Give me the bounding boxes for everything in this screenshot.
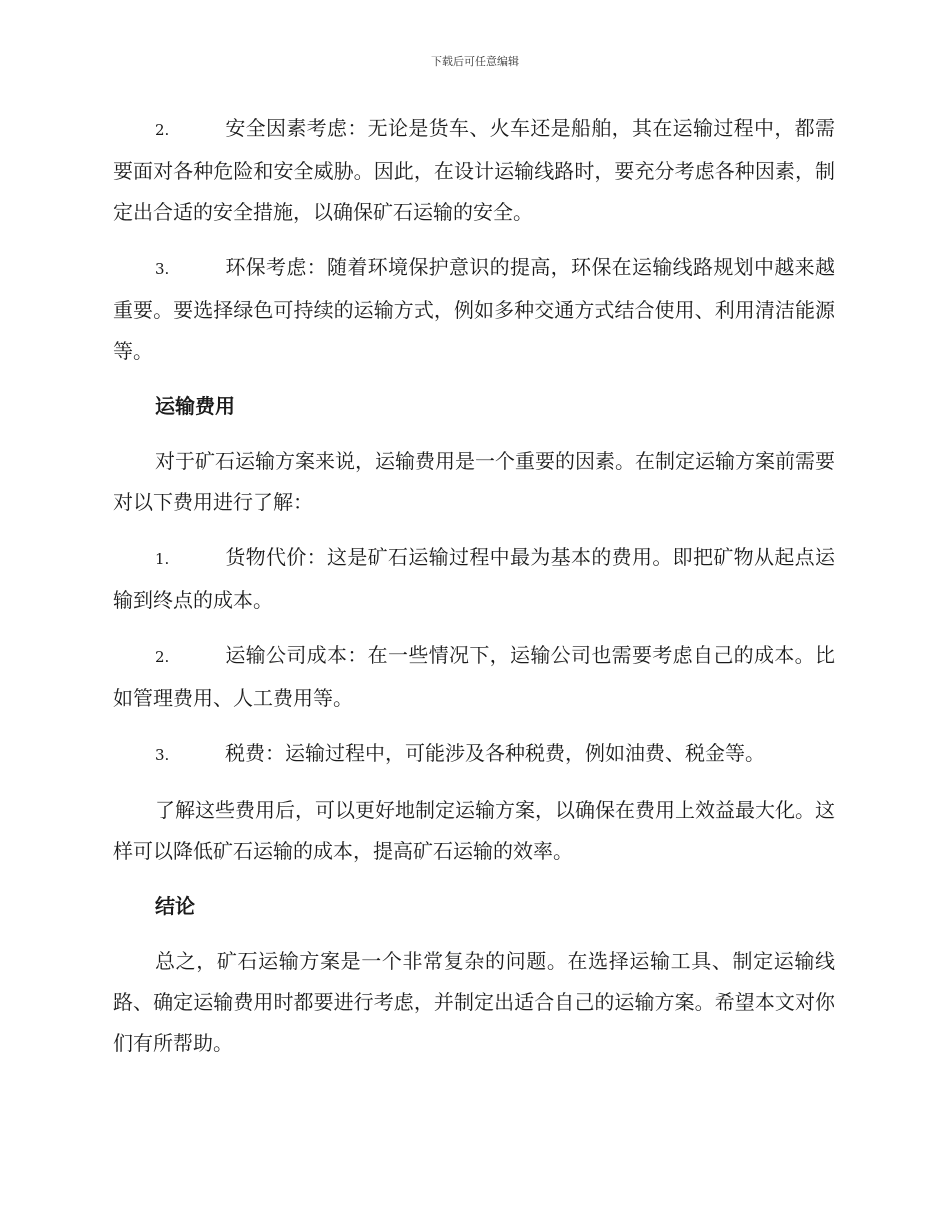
list-number: 1. [155, 550, 170, 568]
list-item-safety [113, 108, 835, 233]
header-note: 下载后可任意编辑 [431, 55, 519, 68]
list-item-cost-1 [113, 537, 835, 621]
list-number: 3. [155, 746, 170, 764]
list-item-text: 货物代价：这是矿石运输过程中最为基本的费用。即把矿物从起点运输到终点的成本。 [113, 545, 835, 612]
list-item-cost-3 [113, 733, 835, 776]
section-heading-conclusion: 结论 [155, 894, 195, 918]
list-item-text: 环保考虑：随着环境保护意识的提高，环保在运输线路规划中越来越重要。要选择绿色可持续的运输方式，例如多种交通方式结合使用、利用清洁能源等。 [113, 255, 835, 363]
list-number: 2. [155, 648, 170, 666]
cost-intro-paragraph: 对于矿石运输方案来说，运输费用是一个重要的因素。在制定运输方案前需要对以下费用进行了解： [113, 449, 835, 514]
list-number: 3. [155, 260, 170, 278]
list-item-cost-2 [113, 635, 835, 719]
list-item-text: 安全因素考虑：无论是货车、火车还是船舶，其在运输过程中，都需要面对各种危险和安全威胁。因此，在设计运输线路时，要充分考虑各种因素，制定出合适的安全措施，以确保矿石运输的安全。 [113, 116, 835, 224]
conclusion-paragraph: 总之，矿石运输方案是一个非常复杂的问题。在选择运输工具、制定运输线路、确定运输费用时都要进行考虑，并制定出适合自己的运输方案。希望本文对你们有所帮助。 [113, 949, 835, 1055]
document-body [113, 108, 835, 1078]
cost-summary-paragraph: 了解这些费用后，可以更好地制定运输方案，以确保在费用上效益最大化。这样可以降低矿石运输的成本，提高矿石运输的效率。 [113, 798, 835, 863]
list-item-environment [113, 247, 835, 372]
list-item-text: 税费：运输过程中，可能涉及各种税费，例如油费、税金等。 [225, 741, 765, 765]
section-heading-cost: 运输费用 [155, 394, 235, 418]
list-item-text: 运输公司成本：在一些情况下，运输公司也需要考虑自己的成本。比如管理费用、人工费用等。 [113, 643, 835, 710]
list-number: 2. [155, 121, 170, 139]
